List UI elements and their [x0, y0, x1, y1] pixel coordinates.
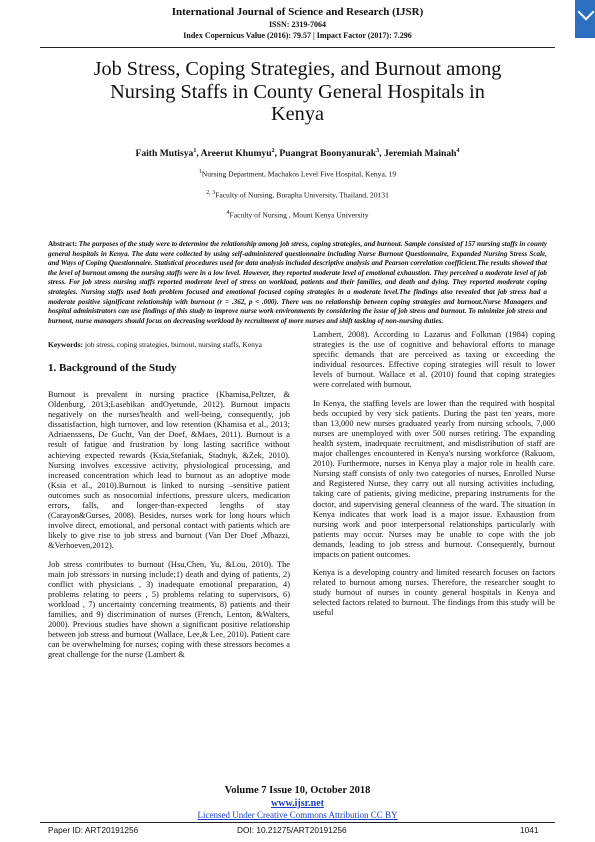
- section-heading: 1. Background of the Study: [48, 362, 177, 374]
- footer-volume: Volume 7 Issue 10, October 2018: [224, 785, 371, 796]
- affiliation-sup: 4: [226, 210, 230, 216]
- footer-license-link[interactable]: Licensed Under Creative Commons Attribution CC BY: [197, 810, 398, 820]
- title-line: Job Stress, Coping Strategies, and Burnout among: [93, 58, 502, 80]
- paragraph: Lambert, 2008). According to Lazarus and Folkman (1984) coping strategies is the use of cognitive and behavioral efforts to manage specific demands that are perceived as taxing or exceeding the individual resources. Effective coping strategies will result to lower levels of burnout. Wallace et al. (2010) found that coping strategies were correlated with burnout.: [313, 330, 555, 390]
- author-list: Faith Mutisya$^1$, Areerut Khumyu$^2$, Puangrat Boonyanurak$^3$, Jeremiah Mainah$^4$: [135, 148, 460, 160]
- journal-name: International Journal of Science and Research (IJSR): [171, 6, 424, 18]
- right-column: [313, 330, 555, 627]
- author-sup: 4: [456, 148, 460, 154]
- affiliation-sup: 2, 3: [206, 190, 216, 196]
- journal-index: Index Copernicus Value (2016): 79.57 | Impact Factor (2017): 7.296: [183, 31, 412, 40]
- author-name: Areerut Khumyu: [200, 148, 272, 160]
- affiliation-text: Faculty of Nursing, Burapha University, Thailand, 20131: [215, 190, 389, 200]
- abstract-label: Abstract:: [48, 240, 77, 248]
- footer-paper-id: Paper ID: ART20191256: [48, 825, 139, 835]
- author-sup: 2: [271, 148, 275, 154]
- affiliation: [40, 169, 555, 179]
- paragraph: Job stress contributes to burnout (Hsu,Chen, Yu, &Lou, 2010). The main job stressors in nursing include;1) death and dying of patients, 2) conflict with physicians , 3) inadequate emotional preparation, 4) problems relating to peers , 5) problems relating to supervisors, 6) workload , 7) uncertainty concerning treatments, 8) patients and their families, and 9) discrimination of nurses (French, Lenton, &Walters, 2000). Previous studies have shown a significant positive relationship between job stress and burnout (Wallace, Lee,& Lee, 2010). Patient care can be overwhelming for nurses; coping with these stressors becomes a great challenge for the nurse (Lambert &: [48, 559, 290, 660]
- abstract-text: The purposes of the study were to determine the relationship among job stress, coping strategies, and burnout. Sample consisted of 157 nursing staffs in county general hospitals in Kenya. The data were collected by using self-administered questionnaire including Nurse Burnout Questionnaire, Expanded Nursing Stress Scale, and Ways of Coping Questionnaire. Statistical procedures used for data analysis included descriptive analysis and Pearson correlation coefficient.The results showed that the level of burnout among the nursing staffs were in a low level. However, they reported moderate level of emotional exhaustion. They perceived a moderate level of job stress. For job stress nursing staffs reported moderate level of stress on workload, patients and their families, and death and dying. They reported moderate coping strategies. Nursing staffs used both problem focused and emotional focused coping strategies in a moderate level.The findings also revealed that job stress had a moderate positive significant relationship with burnout (r = .362, p < .000). There was no relationship between coping strategies and burnout.Nurse Managers and hospital administrators can use findings of this study to improve nurse work environments by considering the issue of job stress and burnout. To minimize job stress and burnout, nurse managers should focus on decreasing workload by recruitment of more nurses and shift tasking of non-nursing duties.: [48, 240, 547, 325]
- abstract: [48, 240, 547, 326]
- journal-issn: ISSN: 2319-7064: [268, 20, 327, 29]
- affiliation-sup: 1: [198, 169, 202, 175]
- keywords-text: job stress, coping strategies, burnout, nursing staffs, Kenya: [84, 340, 263, 349]
- author-sup: 1: [193, 148, 197, 154]
- footer-page-number: 1041: [520, 825, 539, 835]
- title-line: Nursing Staffs in County General Hospitals in: [110, 80, 485, 103]
- header-divider: [40, 47, 555, 48]
- author-sup: 3: [376, 148, 380, 154]
- title-line: Kenya: [271, 103, 324, 125]
- paragraph: Burnout is prevalent in nursing practice (Khamisa,Peltzer, & Oldenburg, 2013;Lasebikan andOyetunde, 2012). Burnout impacts negatively on the nurses'health and well-being, consequently, job dissatisfaction, high turnover, and low retention (Khamisa et al., 2013; Adriaenssens, De Gucht, Van der Doef, &Maes, 2011). Burnout is a result of fatigue and frustration by long lasting sacrifice without achieving expected rewards (Ksia,Stefaniak, Stadnyk, &Zek, 2010). Nursing involves excessive activity, physiological processing, and increased concentration which lead to burnout as an adoptive mode (Ksia et al., 2010).Burnout is linked to nursing –sensitive patient outcomes such as nosocomial infections, pressure ulcers, medication errors, falls, and longer-than-expected lengths of stay (Carayon&Gurses, 2008). Besides, nurses work for long hours which involve direct, emotional, and personal contact with patients which are likely to give rise to job stress and burnout (Van Der Doef ,Mbazzi, &Verhoeven,2012).: [48, 390, 290, 551]
- affiliation-text: Faculty of Nursing , Mount Kenya University: [229, 210, 369, 220]
- footer-divider: [40, 822, 555, 823]
- paragraph: In Kenya, the staffing levels are lower than the required with hospital beds occupied by very sick patients. During the past ten years, more than 13,000 new nurses graduated yearly from nursing schools, 7,000 nurses are unemployed with over 500 nurses retiring. The expanding health system, inadequate recruitment, and misdistribution of staff are major challenges encountered in Kenya's nursing workforce (Rakuom, 2010). Furthermore, nurses in Kenya play a major role in health care. Nursing staff consists of only two categories of nurses, Enrolled Nurse and Registered Nurse, they carry out all nursing activities including, taking care of patients, giving medicine, preparing instruments for the doctor, and supervising general cleanness of the ward. The situation in Kenya indicates that work load is a major issue. Exhaustion from nursing work and poor interpersonal relationships particularly with patients may occur. Nurses may be unable to cope with the job demands, leading to job stress and burnout. Consequently, burnout impacts on patient outcomes.: [313, 398, 555, 559]
- keywords-label: Keywords:: [48, 340, 83, 349]
- author-name: Puangrat Boonyanurak: [279, 148, 377, 160]
- affiliation: [40, 190, 555, 200]
- left-column: [48, 390, 290, 668]
- affiliation: [40, 210, 555, 220]
- paragraph: Kenya is a developing country and limited research focuses on factors related to burnout among nurses. Therefore, the researcher sought to study burnout of nurses in county general hospitals in Kenya and selected factors related to burnout. The findings from this study will be useful: [313, 568, 555, 618]
- paper-title: [40, 58, 555, 126]
- author-name: Jeremiah Mainah: [383, 148, 457, 160]
- footer-url-link[interactable]: www.ijsr.net: [271, 798, 324, 809]
- author-name: Faith Mutisya: [135, 148, 194, 160]
- footer-doi: DOI: 10.21275/ART20191256: [237, 825, 347, 835]
- affiliation-text: Nursing Department, Machakos Level Five Hospital, Kenya, 19: [201, 169, 397, 179]
